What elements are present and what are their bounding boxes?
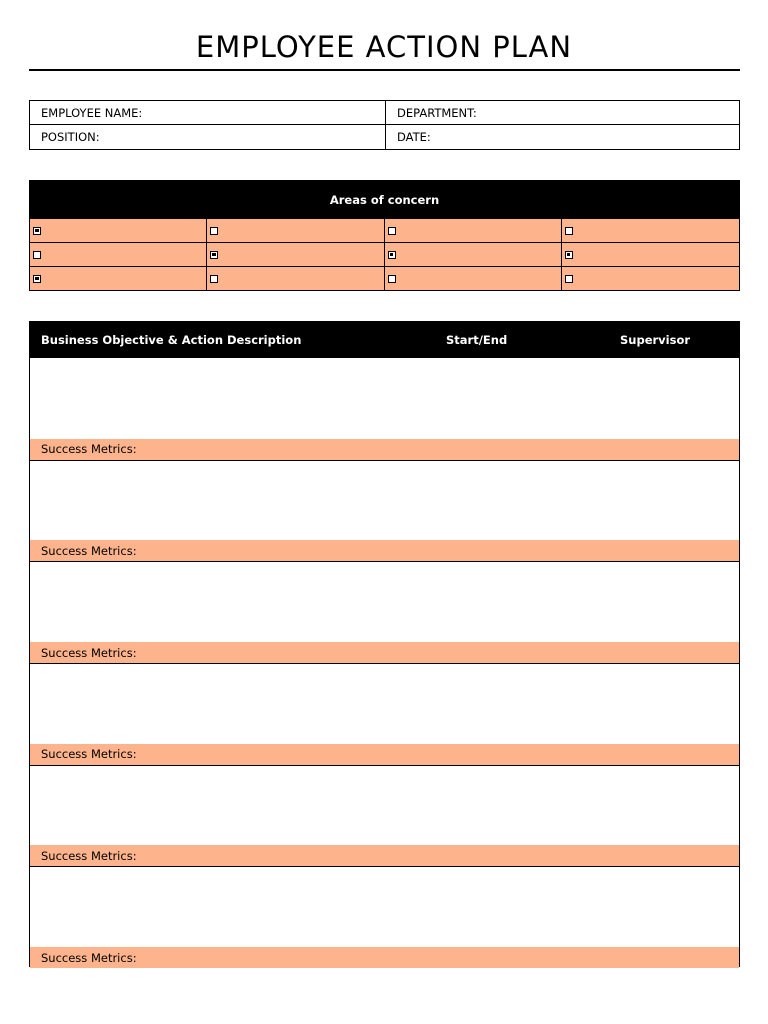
concern-checkbox[interactable] xyxy=(388,251,396,259)
concern-cell xyxy=(385,266,562,290)
concern-checkbox[interactable] xyxy=(565,275,573,283)
concern-checkbox[interactable] xyxy=(565,251,573,259)
concern-cell xyxy=(562,242,739,266)
areas-of-concern-table xyxy=(29,180,740,291)
concern-cell xyxy=(30,242,207,266)
success-metrics-label: Success Metrics: xyxy=(30,744,739,765)
concern-checkbox[interactable] xyxy=(388,227,396,235)
concern-cell xyxy=(30,218,207,242)
department-field[interactable]: DEPARTMENT: xyxy=(385,101,739,125)
title-divider xyxy=(29,69,740,71)
success-metrics-label: Success Metrics: xyxy=(30,845,739,866)
success-metrics-label: Success Metrics: xyxy=(30,947,739,968)
concern-cell xyxy=(30,266,207,290)
concern-checkbox[interactable] xyxy=(33,275,41,283)
column-header-start-end: Start/End xyxy=(446,333,508,347)
column-header-supervisor: Supervisor xyxy=(620,333,691,347)
concern-checkbox[interactable] xyxy=(565,227,573,235)
employee-info-table xyxy=(29,100,740,150)
concern-cell xyxy=(562,266,739,290)
concern-checkbox[interactable] xyxy=(210,251,218,259)
concern-cell xyxy=(385,218,562,242)
concern-checkbox[interactable] xyxy=(388,275,396,283)
objectives-table xyxy=(29,321,740,967)
concern-checkbox[interactable] xyxy=(210,227,218,235)
concern-checkbox[interactable] xyxy=(33,227,41,235)
page-title: EMPLOYEE ACTION PLAN xyxy=(195,30,573,64)
success-metrics-label: Success Metrics: xyxy=(30,642,739,663)
concern-checkbox[interactable] xyxy=(210,275,218,283)
concern-cell xyxy=(562,218,739,242)
objective-row[interactable] xyxy=(30,866,739,968)
employee-name-field[interactable]: EMPLOYEE NAME: xyxy=(30,101,385,125)
date-field[interactable]: DATE: xyxy=(385,125,739,149)
success-metrics-label: Success Metrics: xyxy=(30,439,739,460)
concern-checkbox[interactable] xyxy=(33,251,41,259)
objective-row[interactable] xyxy=(30,765,739,867)
areas-of-concern-grid xyxy=(30,218,739,290)
objectives-header-row xyxy=(30,322,739,358)
objective-row[interactable] xyxy=(30,358,739,460)
success-metrics-label: Success Metrics: xyxy=(30,540,739,561)
areas-of-concern-heading: Areas of concern xyxy=(30,181,739,218)
concern-cell xyxy=(207,266,384,290)
concern-cell xyxy=(385,242,562,266)
objective-row[interactable] xyxy=(30,663,739,765)
position-field[interactable]: POSITION: xyxy=(41,130,100,144)
objective-row[interactable] xyxy=(30,561,739,663)
objective-row[interactable] xyxy=(30,460,739,562)
column-header-description: Business Objective & Action Description xyxy=(41,333,302,347)
concern-cell xyxy=(207,242,384,266)
concern-cell xyxy=(207,218,384,242)
